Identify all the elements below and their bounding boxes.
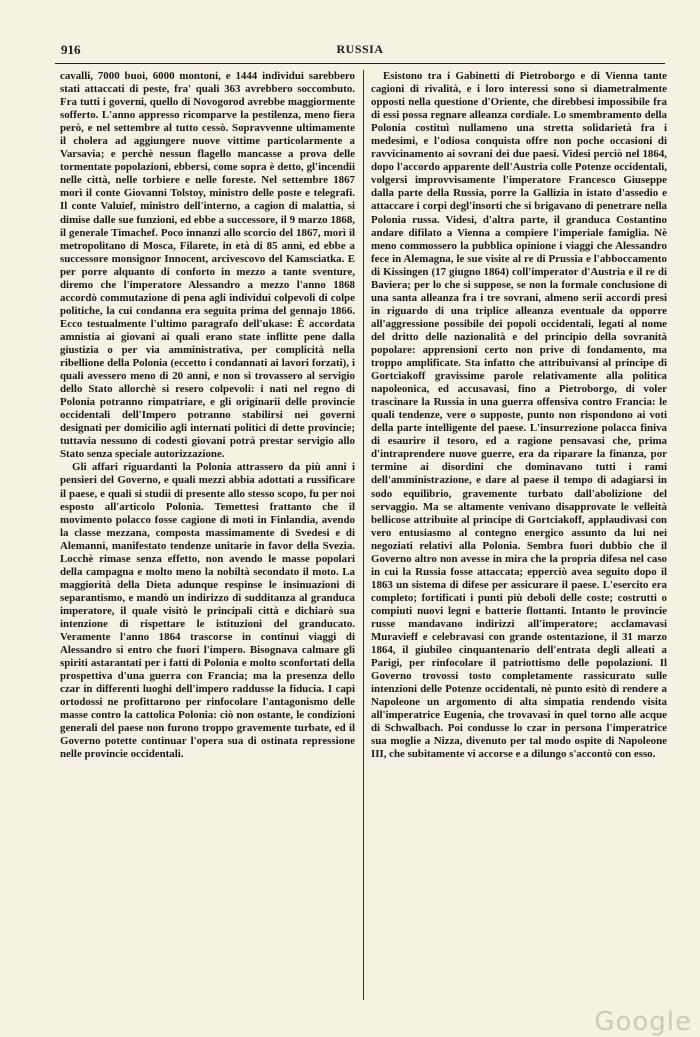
watermark: Google [594, 1007, 692, 1037]
column-divider [363, 70, 364, 1000]
running-title: RUSSIA [336, 42, 384, 56]
left-column [60, 70, 355, 761]
page-header [55, 40, 665, 62]
right-column [371, 70, 667, 761]
paragraph: Gli affari riguardanti la Polonia attrassero da più anni i pensieri del Governo, e quali mezzi abbia adottati a russificare il paese, e quali si studii di presente allo stesso scopo, fu per noi esposto all'articolo Polonia. Temettesi frattanto che il movimento polacco fosse cagione di moti in Finlandia, avendo la classe mezzana, composta massimamente di Svedesi e di Alemanni, manifestato tendenze unitarie in favor della Svezia. Locchè rimase senza effetto, non avendo le masse popolari della campagna e molto meno la nobiltà secondato il moto. La maggiorità della Dieta adunque respinse le insinuazioni di separantismo, e mandò un indirizzo di sudditanza al granduca imperatore, il quale visitò le principali città e dichiarò sua intenzione di rispettare le istituzioni del granducato. Veramente l'anno 1864 trascorse in continui viaggi di Alessandro si entro che fuori l'impero. Bisognava calmare gli spiriti astarantati per i fatti di Polonia e molto sconfortati della prospettiva d'una guerra con Francia; ma la presenza dello czar in differenti luoghi dell'impero raddusse la fiducia. I capi ortodossi ne profittarono per rinfocolare l'antagonismo delle masse contro la cattolica Polonia: ciò non ostante, le condizioni generali del paese non furono troppo gravemente turbate, ed il Governo potette continuar l'opera sua di ostinata repressione nelle provincie occidentali. [60, 461, 355, 761]
paragraph: Esistono tra i Gabinetti di Pietroborgo e di Vienna tante cagioni di rivalità, e i loro interessi sono sì diametralmente opposti nella questione d'Oriente, che direbbesi impossibile fra di essi possa regnare alleanza cordiale. Lo smembramento della Polonia costituì nullameno una stretta solidarietà fra i medesimi, e l'odiosa conquista offre non poche occasioni di ravvicinamento ai sovrani dei due paesi. Videsi perciò nel 1864, dopo l'accordo apparente dell'Austria colle Potenze occidentali, volgersi improvvisamente l'imperatore Francesco Giuseppe dalla parte della Russia, porre la Gallizia in istato d'assedio e attaccare i corpi degl'insorti che si brigavano di penetrare nella Polonia russa. Videsi, d'altra parte, il granduca Costantino andare difilato a Vienna a compiere l'imperiale famiglia. Nè meno commossero la pubblica opinione i viaggi che Alessandro fece in Alemagna, le sue visite al re di Prussia e l'abboccamento di Kissingen (17 giugno 1864) coll'imperator d'Austria e il re di Baviera; per lo che si suppose, se non la formale conclusione di una santa alleanza fra i tre sovrani, almeno serii accordi presi in riguardo di una triplice alleanza eventuale da opporre all'aggressione possibile dei popoli occidentali, legati al nome del dritto delle nazionalità e del principio della sovranità popolare: apprensioni certo non prive di fondamento, ma troppo amplificate. Sta infatto che attribuivansi al principe di Gortciakoff gravissime parole relativamente alla politica napoleonica, ed accusavasi, fino a Pietroborgo, di voler trascinare la Russia in una guerra offensiva contro Francia: le quali tendenze, vere o supposte, punto non rispondono ai voti della parte intelligente del paese. L'insurrezione polacca finiva di esaurire il tesoro, ed a ragione pensavasi che, prima d'intraprendere nuove guerre, era da riparare la finanza, por termine ai disordini che dominavano tutti i rami dell'amministrazione, e dare al paese il tempo di adagiarsi in sodo equilibrio, gravemente turbato dall'abolizione del servaggio. Ma se altamente venivano disapprovate le velleità bellicose attribuite al principe di Gortciakoff, applaudivasi con vero entusiasmo al contegno energico assunto da lui nei negoziati relativi alla Polonia. Sembra fuori dubbio che il Governo altro non avesse in mira che la propria difesa nel caso in cui la Russia fosse attaccata; epperciò avea seguito dopo il 1863 un sistema di difese per assicurare il paese. L'esercito era completo; fortificati i punti più deboli delle coste; costrutti o compiuti nuovi legni e batterie flottanti. Intanto le provincie russe mandavano indirizzi all'imperatore; acclamavasi Muravieff e celebravasi con grande ostentazione, il 31 marzo 1864, il giubileo cinquantenario dell'entrata degli alleati a Parigi, per rinfocolare il patriottismo delle popolazioni. Il Governo trovossi tosto completamente rassicurato sulle intenzioni delle Potenze occidentali, nè punto esitò di rendere a Napoleone un argomento di alta simpatia rendendo visita all'imperatrice Eugenia, che trovavasi in quel torno alle acque di Schwalbach. Poi condusse lo czar in persona l'imperatrice sua moglie a Nizza, divenuto per tal modo ospite di Napoleone III, che subitamente vi accorse e a dilungo s'accontò con esso. [371, 70, 667, 761]
header-rule [55, 63, 665, 64]
paragraph: cavalli, 7000 buoi, 6000 montoni, e 1444 individui sarebbero stati attaccati di peste, fra' quali 363 avrebbero soccombuto. Fra tutti i governi, quello di Novogorod avrebbe maggiormente sofferto. L'anno appresso ricomparve la pestilenza, meno fiera però, e nel settembre al tutto cessò. Sopravvenne ultimamente il cholera ad aggiungere nuove vittime particolarmente a Varsavia; e perchè nessun flagello mancasse a prova delle tormentate popolazioni, ebbersi, come sopra è detto, gl'incendii nelle città, nelle torbiere e nelle foreste. Nel settembre 1867 morì il conte Giovanni Tolstoy, ministro delle poste e telegrafi. Il conte Valuief, ministro dell'interno, a cagion di malattia, si dimise dalle sue funzioni, ed ebbe a successore, il 9 marzo 1868, il generale Timachef. Poco innanzi allo scorcio del 1867, morì il metropolitano di Mosca, Filarete, in età di 85 anni, ed ebbe a successore monsignor Innocent, arcivescovo del Kamsciatka. E per porre alquanto di conforto in mezzo a tante sventure, diremo che l'imperatore Alessandro a mezzo l'anno 1868 accordò commutazione di pena agli individui colpevoli di colpe politiche, la cui condanna era seguita prima del gennajo 1866. Ecco testualmente l'ultimo paragrafo dell'ukase: È accordata amnistia ai giovani ai quali erano state inflitte pene dalla giustizia o per via amministrativa, per complicità nella ribellione della Polonia (eccetto i condannati ai lavori forzati), i quali avessero meno di 20 anni, e non si trovassero al servigio dello Stato allorchè si resero colpevoli: i nati nel regno di Polonia potranno rimpatriare, e gli originarii delle provincie occidentali dell'Impero potranno stabilirsi nei governi designati per domicilio agli internati politici di dette provincie; tuttavia nessuno di codesti giovani potrà prestar servigio allo Stato senza speciale autorizzazione. [60, 70, 355, 461]
page-number: 916 [61, 42, 81, 57]
